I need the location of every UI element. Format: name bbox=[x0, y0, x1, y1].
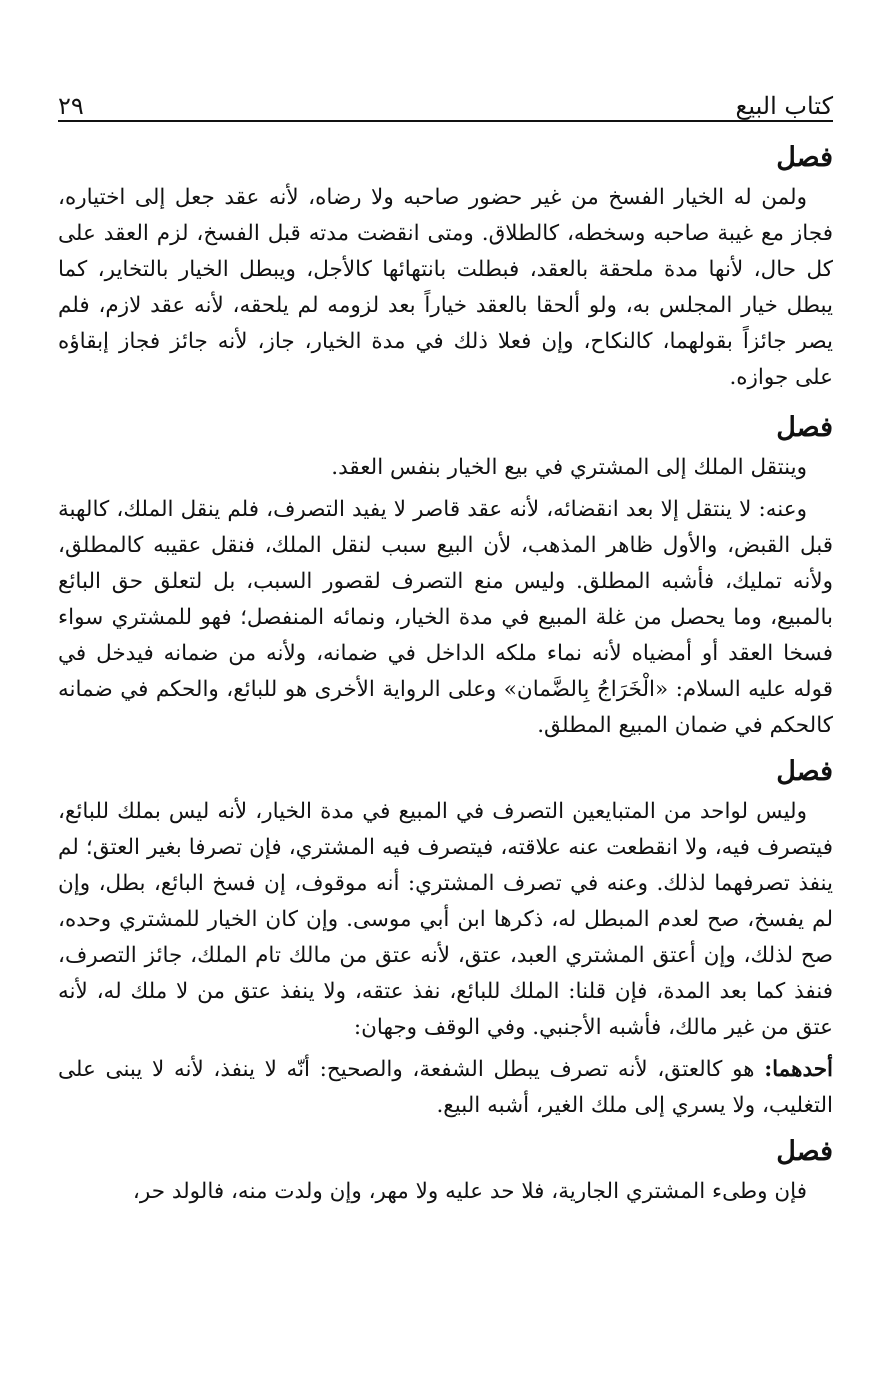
page-number: ٢٩ bbox=[58, 92, 84, 120]
section-heading: فصل bbox=[776, 142, 833, 173]
chapter-title: كتاب البيع bbox=[735, 92, 833, 120]
page-body bbox=[58, 136, 833, 1210]
paragraph-lead: أحدهما: bbox=[764, 1057, 833, 1082]
paragraph bbox=[58, 1052, 833, 1124]
section-heading: فصل bbox=[776, 412, 833, 443]
running-header bbox=[58, 86, 833, 122]
paragraph: وليس لواحد من المتبايعين التصرف في المبيع في مدة الخيار، لأنه ليس بملك للبائع، فيتصرف فيه، ولا انقطعت عنه علاقته، فيتصرف فيه المشتري، فإن تصرفا بغير العتق؛ لم ينفذ تصرفهما لذلك. وعنه في تصرف المشتري: أنه موقوف، إن فسخ البائع، بطل، وإن لم يفسخ، صح لعدم المبطل له، ذكرها ابن أبي موسى. وإن كان الخيار للمشتري وحده، صح لذلك، وإن أعتق المشتري العبد، عتق، لأنه عتق من مالك تام الملك، جائز التصرف، فنفذ كما بعد المدة، فإن قلنا: الملك للبائع، نفذ عتقه، ولا ينفذ عتق من لا ملك له، لأنه عتق من غير مالك، فأشبه الأجنبي. وفي الوقف وجهان: bbox=[58, 799, 833, 1040]
paragraph-text: هو كالعتق، لأنه تصرف يبطل الشفعة، والصحيح: أنّه لا ينفذ، لأنه لا يبنى على التغليب، ولا يسري إلى ملك الغير، أشبه البيع. bbox=[58, 1057, 833, 1118]
paragraph: وينتقل الملك إلى المشتري في بيع الخيار بنفس العقد. bbox=[331, 455, 807, 480]
section-heading: فصل bbox=[776, 756, 833, 787]
paragraph: ولمن له الخيار الفسخ من غير حضور صاحبه ولا رضاه، لأنه عقد جعل إلى اختياره، فجاز مع غيبة صاحبه وسخطه، كالطلاق. ومتى انقضت مدته قبل الفسخ، لزم العقد على كل حال، لأنها مدة ملحقة بالعقد، فبطلت بانتهائها كالأجل، ويبطل الخيار بالتخاير، كما يبطل خيار المجلس به، ولو ألحقا بالعقد خياراً بعد لزومه لم يلحقه، لأنه عقد لازم، فلم يصر جائزاً بقولهما، كالنكاح، وإن فعلا ذلك في مدة الخيار، جاز، لأنه جائز فجاز إبقاؤه على جوازه. bbox=[58, 185, 833, 390]
paragraph: وعنه: لا ينتقل إلا بعد انقضائه، لأنه عقد قاصر لا يفيد التصرف، فلم ينقل الملك، كالهبة قبل القبض، والأول ظاهر المذهب، لأن البيع سبب لنقل الملك، فنقل عقيبه كالمطلق، ولأنه تمليك، فأشبه المطلق. وليس منع التصرف لقصور السبب، بل لتعلق حق البائع بالمبيع، وما يحصل من غلة المبيع في مدة الخيار، ونمائه المنفصل؛ فهو للمشتري سواء فسخا العقد أو أمضياه لأنه نماء ملكه الداخل في ضمانه، ولأنه من ضمانه فيدخل في قوله عليه السلام: «الْخَرَاجُ بِالضَّمان» وعلى الرواية الأخرى هو للبائع، والحكم في ضمانه كالحكم في ضمان المبيع المطلق. bbox=[58, 497, 833, 738]
paragraph: فإن وطىء المشتري الجارية، فلا حد عليه ولا مهر، وإن ولدت منه، فالولد حر، bbox=[132, 1179, 807, 1204]
section-heading: فصل bbox=[776, 1136, 833, 1167]
